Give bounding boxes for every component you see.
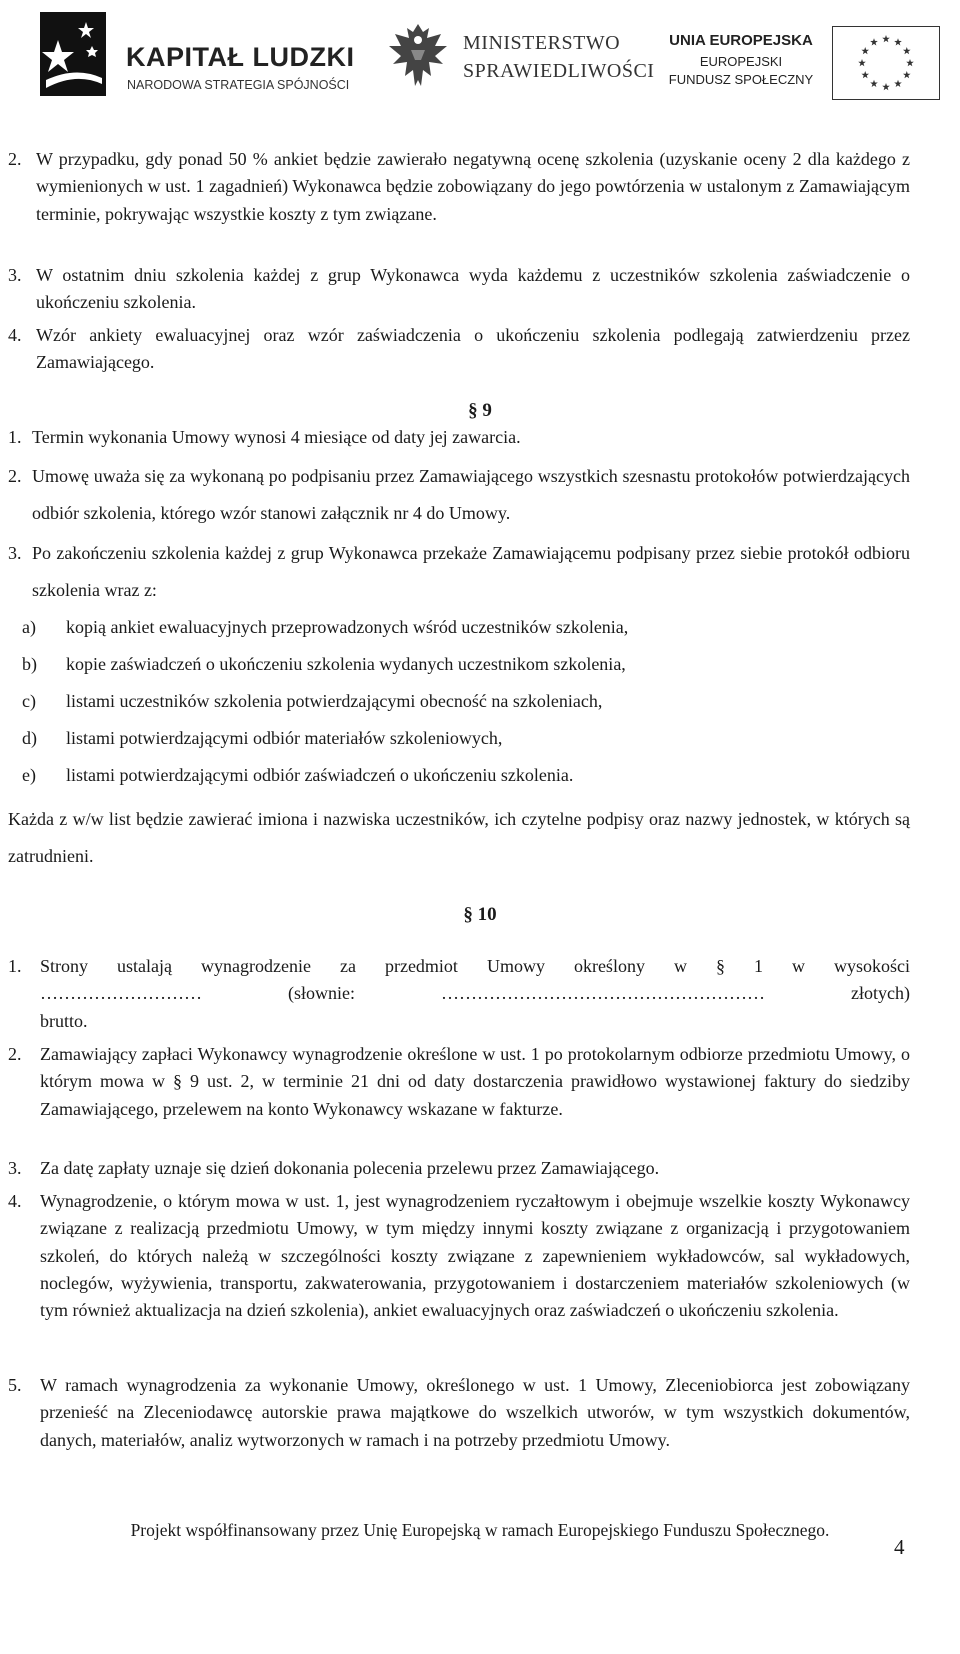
section-10-heading: § 10: [463, 904, 497, 925]
ministry-line2: SPRAWIEDLIWOŚCI: [463, 60, 655, 82]
paragraph-text: Po zakończeniu szkolenia każdej z grup Wykonawca przekaże Zamawiającemu podpisany przez siebie protokół odbioru szkolenia wraz z:: [32, 543, 910, 600]
list-item-c: [22, 691, 603, 712]
list-text: listami potwierdzającymi odbiór materiałów szkoleniowych,: [66, 728, 503, 748]
paragraph-text-line3: brutto.: [40, 1010, 88, 1031]
ministry-logo: [385, 20, 655, 100]
list-text: kopie zaświadczeń o ukończeniu szkolenia wydanych uczestnikom szkolenia,: [66, 654, 626, 674]
list-text: listami potwierdzającymi odbiór zaświadczeń o ukończeniu szkolenia.: [66, 765, 574, 785]
paragraph-9-2: [8, 458, 910, 532]
paragraph-number: 3.: [8, 1158, 22, 1178]
paragraph-10-3: [8, 1155, 910, 1182]
paragraph-9-3: [8, 535, 910, 609]
paragraph-8-2: [8, 146, 910, 228]
paragraph-number: 2.: [8, 149, 22, 169]
list-item-b: [22, 654, 626, 675]
list-item-e: [22, 765, 574, 786]
kapital-ludzki-emblem-icon: [36, 10, 120, 98]
paragraph-number: 1.: [8, 956, 22, 976]
paragraph-text: W ramach wynagrodzenia za wykonanie Umowy, określonego w ust. 1 Umowy, Zleceniobiorca jest zobowiązany przenieść na Zleceniodawcę autorskie prawa majątkowe do wszelkich utworów, w tym wszystkich dokumentów, danych, materiałów, analiz wytworzonych w ramach i na potrzeby przedmiotu Umowy.: [40, 1375, 910, 1450]
eu-line2: EUROPEJSKI: [699, 54, 783, 69]
list-label: a): [22, 617, 36, 637]
page-number: 4: [894, 1535, 905, 1559]
list-label: d): [22, 728, 37, 748]
paragraph-text: Zamawiający zapłaci Wykonawcy wynagrodzenie określone w ust. 1 po protokolarnym odbiorze przedmiotu Umowy, o którym mowa w § 9 ust. 2, w terminie 21 dni od daty dostarczenia prawidłowo wystawionej faktury do siedziby Zamawiającego, przelewem na konto Wykonawcy wskazane w fakturze.: [40, 1044, 910, 1119]
paragraph-number: 2.: [8, 1044, 22, 1064]
paragraph-text: Wzór ankiety ewaluacyjnej oraz wzór zaświadczenia o ukończeniu szkolenia podlegają zatwierdzeniu przez Zamawiającego.: [36, 325, 910, 373]
kapital-ludzki-logo: [36, 10, 356, 98]
list-label: b): [22, 654, 37, 674]
paragraph-8-4: [8, 322, 910, 377]
paragraph-number: 5.: [8, 1375, 22, 1395]
paragraph-text: W przypadku, gdy ponad 50 % ankiet będzie zawierało negatywną ocenę szkolenia (uzyskanie oceny 2 dla każdego z wymienionych w ust. 1 zagadnień) Wykonawca będzie zobowiązany do jego powtórzenia w ustalonym z Zamawiającym terminie, pokrywając wszystkie koszty z tym związane.: [36, 149, 910, 224]
paragraph-number: 3.: [8, 543, 22, 563]
eu-flag-icon: [832, 26, 940, 100]
eu-line3: FUNDUSZ SPOŁECZNY: [668, 72, 814, 87]
paragraph-number: 1.: [8, 427, 22, 447]
page-footer: Projekt współfinansowany przez Unię Europejską w ramach Europejskiego Funduszu Społecznego.: [130, 1520, 830, 1540]
ministry-line1: MINISTERSTWO: [463, 32, 621, 54]
eagle-emblem-icon: [385, 20, 451, 92]
section-9-heading: § 9: [468, 400, 492, 421]
kapital-ludzki-subtitle: NARODOWA STRATEGIA SPÓJNOŚCI: [127, 78, 350, 92]
paragraph-text-line2: ……………………… (słownie: ……………………………………………… złotych): [40, 983, 910, 1004]
list-text: listami uczestników szkolenia potwierdzającymi obecność na szkoleniach,: [66, 691, 603, 711]
list-label: e): [22, 765, 36, 785]
list-label: c): [22, 691, 36, 711]
paragraph-9-1: [8, 424, 910, 451]
paragraph-text: Termin wykonania Umowy wynosi 4 miesiące od daty jej zawarcia.: [32, 427, 521, 447]
paragraph-number: 2.: [8, 466, 22, 486]
page-header: [0, 0, 960, 130]
list-text: kopią ankiet ewaluacyjnych przeprowadzonych wśród uczestników szkolenia,: [66, 617, 629, 637]
paragraph-text: Umowę uważa się za wykonaną po podpisaniu przez Zamawiającego wszystkich szesnastu protokołów potwierdzających odbiór szkolenia, którego wzór stanowi załącznik nr 4 do Umowy.: [32, 466, 910, 523]
paragraph-number: 4.: [8, 1191, 22, 1211]
paragraph-text: Za datę zapłaty uznaje się dzień dokonania polecenia przelewu przez Zamawiającego.: [40, 1158, 660, 1178]
list-item-d: [22, 728, 503, 749]
paragraph-text-line1: Strony ustalają wynagrodzenie za przedmiot Umowy określony w § 1 w wysokości: [40, 956, 910, 976]
section-9-closing: Każda z w/w list będzie zawierać imiona i nazwiska uczestników, ich czytelne podpisy oraz nazwy jednostek, w których są zatrudnieni.: [8, 809, 910, 866]
paragraph-8-3: [8, 262, 910, 317]
eu-logo: [660, 20, 950, 100]
paragraph-10-2: [8, 1041, 910, 1123]
paragraph-text: W ostatnim dniu szkolenia każdej z grup Wykonawca wyda każdemu z uczestników szkolenia zaświadczenie o ukończeniu szkolenia.: [36, 265, 910, 313]
paragraph-10-1: [8, 953, 910, 1035]
paragraph-10-4: [8, 1188, 910, 1324]
paragraph-number: 3.: [8, 265, 22, 285]
paragraph-text: Wynagrodzenie, o którym mowa w ust. 1, jest wynagrodzeniem ryczałtowym i obejmuje wszelkie koszty Wykonawcy związane z realizacją przedmiotu Umowy, w tym między innymi koszty związane z organizacją i przygotowaniem szkoleń, do których należą w szczególności koszty związane z zapewnieniem wykładowców, sal wykładowych, noclegów, wyżywienia, transportu, zakwaterowania, przygotowaniem i dostarczeniem materiałów szkoleniowych (w tym również aktualizacja na dzień szkolenia), ankiet ewaluacyjnych oraz zaświadczeń o ukończeniu szkolenia.: [40, 1191, 910, 1321]
paragraph-10-5: [8, 1372, 910, 1454]
kapital-ludzki-title: KAPITAŁ LUDZKI: [126, 42, 355, 72]
list-item-a: [22, 617, 629, 638]
paragraph-number: 4.: [8, 325, 22, 345]
eu-line1: UNIA EUROPEJSKA: [669, 32, 813, 49]
